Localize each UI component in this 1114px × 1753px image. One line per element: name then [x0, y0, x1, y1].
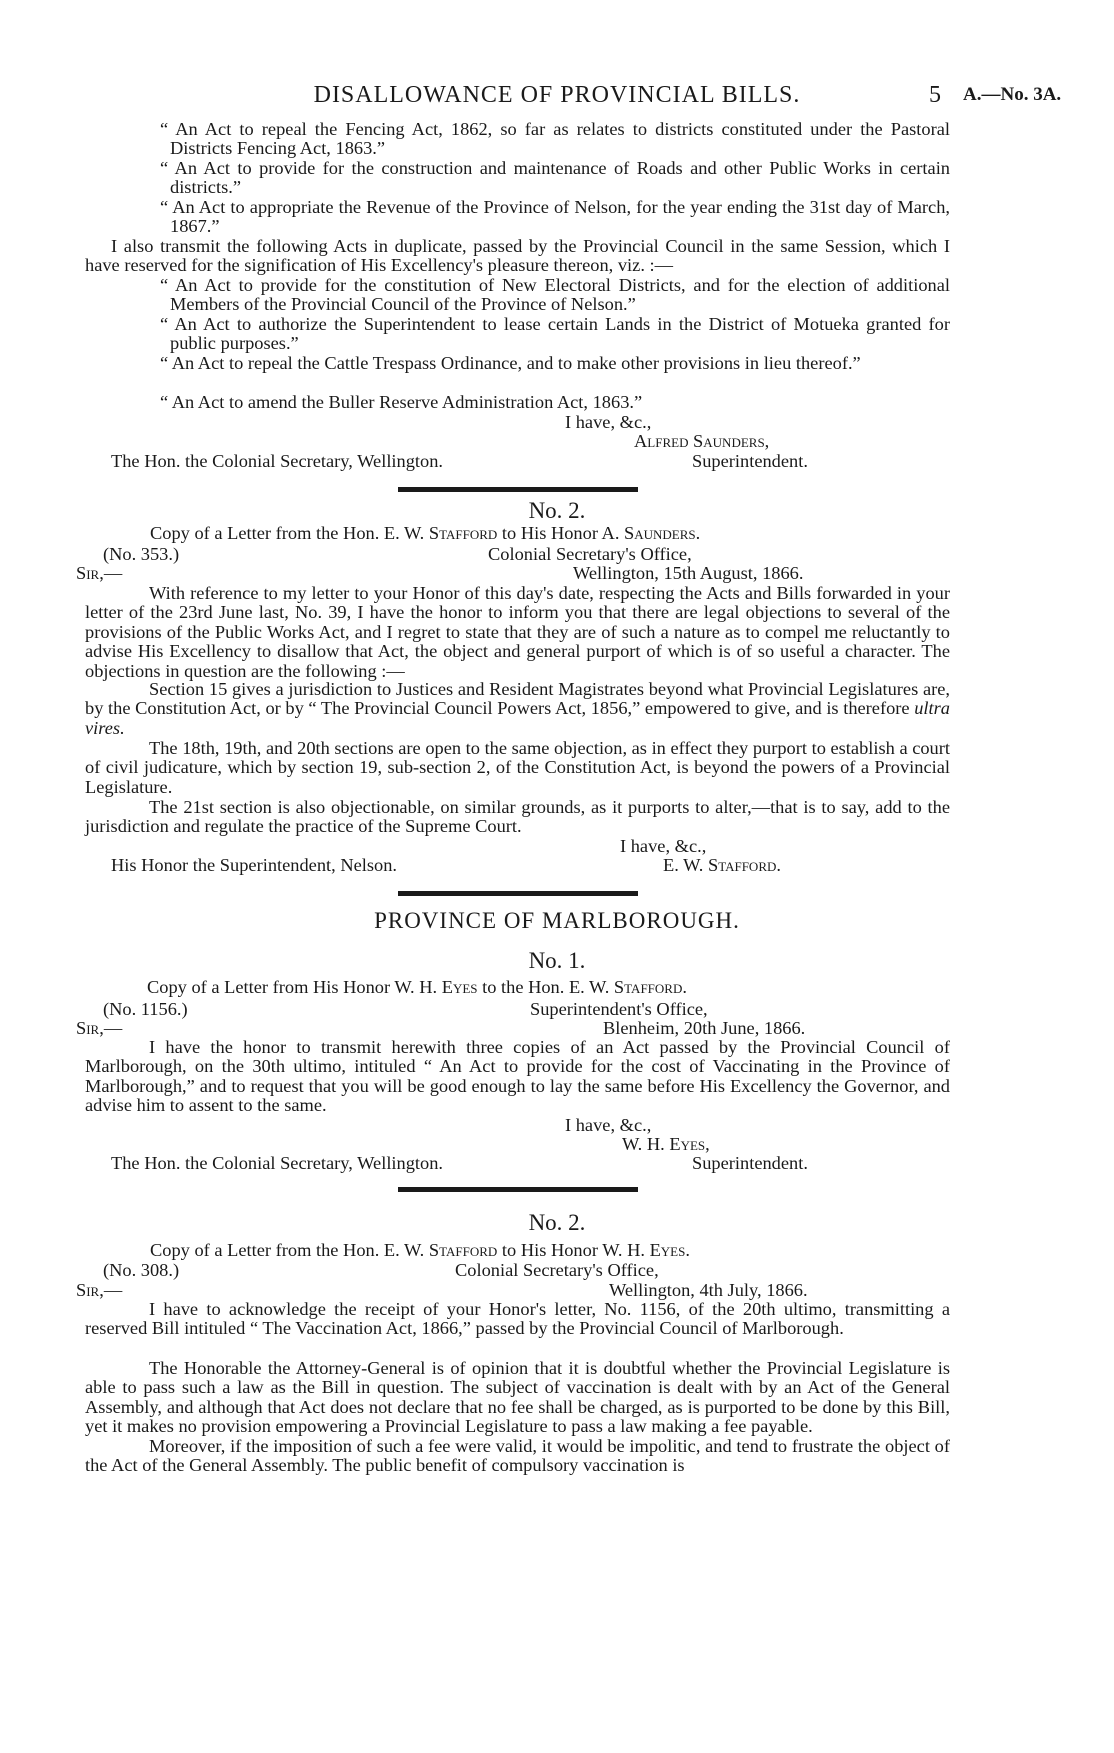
salutation: Sir,—	[76, 563, 123, 583]
body-paragraph	[85, 680, 950, 738]
act-item: “ An Act to repeal the Fencing Act, 1862, so far as relates to districts constituted under the Pastoral Districts Fencing Act, 1863.”	[160, 119, 950, 159]
running-title: DISALLOWANCE OF PROVINCIAL BILLS.	[313, 82, 801, 108]
caption-text: Copy of a Letter from the Hon. E. W.	[150, 1240, 429, 1260]
act-item: “ An Act to authorize the Superintendent to lease certain Lands in the District of Motueka granted for public purposes.”	[160, 314, 950, 354]
signer-title: Superintendent.	[692, 451, 808, 471]
body-paragraph: With reference to my letter to your Honor of this day's date, respecting the Acts and Bills forwarded in your letter of the 23rd June last, No. 39, I have the honor to inform you that there are legal objections to several of the provisions of the Public Works Act, and I regret to state that they are of such a nature as to compel me reluctantly to advise His Excellency to disallow that Act, the object and general purport of which is of so useful a character. The objections in question are the following :—	[85, 583, 950, 681]
body-paragraph: The Honorable the Attorney-General is of opinion that it is doubtful whether the Provincial Legislature is able to pass such a law as the Bill in question. The subject of vaccination is dealt with by an Act of the General Assembly, and although that Act does not declare that no fee shall be charged, as is purported to be done by this Bill, yet it makes no provision empowering a Provincial Legislature to pass a law making a fee payable.	[85, 1358, 950, 1437]
caption-recipient: Saunders.	[624, 523, 701, 543]
place-date: Wellington, 4th July, 1866.	[609, 1280, 808, 1300]
act-item: “ An Act to provide for the constitution of New Electoral Districts, and for the election of additional Members of the Provincial Council of the Province of Nelson.”	[160, 275, 950, 315]
addressee: His Honor the Superintendent, Nelson.	[111, 855, 398, 875]
place-date: Blenheim, 20th June, 1866.	[603, 1018, 806, 1038]
closing: I have, &c.,	[620, 836, 707, 856]
body-paragraph: I have the honor to transmit herewith three copies of an Act passed by the Provincial Council of Marlborough, on the 30th ultimo, intituled “ An Act to provide for the cost of Vaccinating in the Province of Marlborough,” and to request that you will be good enough to lay the same before His Excellency the Governor, and advise him to assent to the same.	[85, 1037, 950, 1116]
act-item: “ An Act to amend the Buller Reserve Administration Act, 1863.”	[160, 392, 643, 412]
paragraph-text: Section 15 gives a jurisdiction to Justices and Resident Magistrates beyond what Provincial Legislatures are, by the Constitution Act, or by “ The Provincial Council Powers Act, 1856,” empowered to give, and is therefore	[85, 679, 950, 719]
caption-text: Copy of a Letter from His Honor W. H.	[147, 977, 442, 997]
caption-recipient: Eyes.	[649, 1240, 690, 1260]
page-number: 5	[929, 82, 941, 108]
signer-name: Alfred Saunders,	[634, 431, 770, 451]
addressee: The Hon. the Colonial Secretary, Wellington.	[111, 451, 444, 471]
letter-caption	[150, 1240, 690, 1260]
body-paragraph: I have to acknowledge the receipt of your Honor's letter, No. 1156, of the 20th ultimo, transmitting a reserved Bill intituled “ The Vaccination Act, 1866,” passed by the Provincial Council of Marlborough.	[85, 1299, 950, 1339]
signer-name: E. W. Stafford.	[663, 855, 781, 875]
caption-text: to the Hon. E. W.	[477, 977, 614, 997]
salutation: Sir,—	[76, 1018, 123, 1038]
caption-sender: Stafford	[428, 523, 498, 543]
transmittal-paragraph: I also transmit the following Acts in duplicate, passed by the Provincial Council in the same Session, which I have reserved for the signification of His Excellency's pleasure thereon, viz. :—	[85, 236, 950, 276]
paper-reference: A.—No. 3A.	[963, 84, 1062, 105]
letter-caption	[147, 977, 687, 997]
letter-ref: (No. 353.)	[103, 544, 180, 564]
caption-text: Copy of a Letter from the Hon. E. W.	[150, 523, 429, 543]
signer-name: W. H. Eyes,	[622, 1134, 710, 1154]
act-item: “ An Act to repeal the Cattle Trespass Ordinance, and to make other provisions in lieu thereof.”	[160, 353, 861, 373]
closing: I have, &c.,	[565, 412, 652, 432]
body-paragraph: The 21st section is also objectionable, on similar grounds, as it purports to alter,—that is to say, add to the jurisdiction and regulate the practice of the Supreme Court.	[85, 797, 950, 837]
letter-number: No. 2.	[528, 498, 586, 523]
letter-ref: (No. 1156.)	[103, 999, 188, 1019]
caption-sender: Eyes	[441, 977, 478, 997]
closing: I have, &c.,	[565, 1115, 652, 1135]
letter-number: No. 2.	[528, 1210, 586, 1235]
body-paragraph: The 18th, 19th, and 20th sections are open to the same objection, as in effect they purport to establish a court of civil judicature, which by section 19, sub-section 2, of the Constitution Act, is beyond the powers of a Provincial Legislature.	[85, 738, 950, 797]
latin-phrase: ultra vires.	[85, 698, 950, 738]
letter-caption	[150, 523, 700, 543]
act-item: “ An Act to provide for the construction and maintenance of Roads and other Public Works in certain districts.”	[160, 158, 950, 198]
body-paragraph: Moreover, if the imposition of such a fee were valid, it would be impolitic, and tend to frustrate the object of the Act of the General Assembly. The public benefit of compulsory vaccination is	[85, 1436, 950, 1476]
section-divider	[398, 487, 638, 492]
salutation: Sir,—	[76, 1280, 123, 1300]
office: Colonial Secretary's Office,	[455, 1260, 659, 1280]
signer-title: Superintendent.	[692, 1153, 808, 1173]
province-heading: PROVINCE OF MARLBOROUGH.	[374, 908, 740, 933]
act-item: “ An Act to appropriate the Revenue of the Province of Nelson, for the year ending the 31st day of March, 1867.”	[160, 197, 950, 237]
caption-text: to His Honor A.	[497, 523, 625, 543]
letter-ref: (No. 308.)	[103, 1260, 180, 1280]
addressee: The Hon. the Colonial Secretary, Wellington.	[111, 1153, 444, 1173]
caption-text: to His Honor W. H.	[497, 1240, 650, 1260]
section-divider	[398, 1187, 638, 1192]
letter-number: No. 1.	[528, 948, 586, 973]
caption-recipient: Stafford.	[613, 977, 687, 997]
caption-sender: Stafford	[428, 1240, 498, 1260]
office: Colonial Secretary's Office,	[488, 544, 692, 564]
section-divider	[398, 891, 638, 896]
office: Superintendent's Office,	[530, 999, 708, 1019]
place-date: Wellington, 15th August, 1866.	[573, 563, 804, 583]
